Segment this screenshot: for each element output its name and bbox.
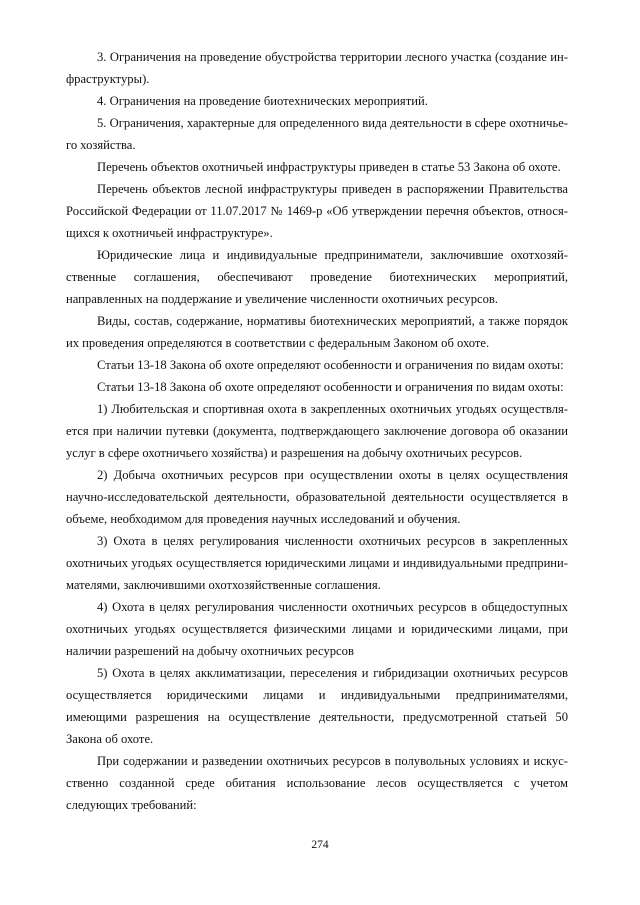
paragraph-hunting-infrastructure: Перечень объектов охотничьей инфраструктуры приведен в статье 53 Закона об охоте.: [97, 160, 561, 174]
paragraph-item-4: 4) Охота в целях регулирования численности охотничьих ресурсов в общедоступных охотничьих угодьях осуществляется физическими лицами и юридическими лицами, при наличии разрешений на добычу охотничьих ресурсов: [66, 600, 568, 658]
paragraph-restriction-3: 3. Ограничения на проведение обустройства территории лесного участка (создание инфраструктуры).: [66, 50, 568, 86]
paragraph-item-1: 1) Любительская и спортивная охота в закрепленных охотничьих угодьях осуществляется при наличии путевки (документа, подтверждающего заключение договора об оказании услуг в сфере охотничьего хозяйства) и разрешения на добычу охотничьих ресурсов.: [66, 402, 568, 460]
paragraph-articles-intro-repeat: Статьи 13-18 Закона об охоте определяют особенности и ограничения по видам охоты:: [97, 380, 564, 394]
paragraph-articles-intro: Статьи 13-18 Закона об охоте определяют особенности и ограничения по видам охоты:: [97, 358, 564, 372]
page-number: 274: [311, 839, 329, 851]
paragraph-item-2: 2) Добыча охотничьих ресурсов при осуществлении охоты в целях осуществления научно-исследовательской деятельности, образовательной деятельности осуществляется в объеме, необходимом для проведения научных исследований и обучения.: [66, 468, 568, 526]
paragraph-legal-entities: Юридические лица и индивидуальные предприниматели, заключившие охотхозяйственные соглашения, обеспечивают проведение биотехнических мероприятий, направленных на поддержание и увеличение численности охотничьих ресурсов.: [66, 248, 568, 306]
paragraph-restriction-5: 5. Ограничения, характерные для определенного вида деятельности в сфере охотничьего хозяйства.: [66, 116, 568, 152]
paragraph-forest-infrastructure: Перечень объектов лесной инфраструктуры приведен в распоряжении Правительства Российской Федерации от 11.07.2017 № 1469-р «Об утверждении перечня объектов, относящихся к охотничьей инфраструктуре».: [66, 182, 568, 240]
document-page: [66, 46, 568, 816]
paragraph-restriction-4: 4. Ограничения на проведение биотехнических мероприятий.: [97, 94, 428, 108]
paragraph-semi-free-conditions: При содержании и разведении охотничьих ресурсов в полувольных условиях и искусственно созданной среде обитания использование лесов осуществляется с учетом следующих требований:: [66, 754, 568, 812]
paragraph-item-5: 5) Охота в целях акклиматизации, переселения и гибридизации охотничьих ресурсов осуществляется юридическими лицами и индивидуальными предпринимателями, имеющими разрешения на осуществление деятельности, предусмотренной статьей 50 Закона об охоте.: [66, 666, 568, 746]
paragraph-item-3: 3) Охота в целях регулирования численности охотничьих ресурсов в закрепленных охотничьих угодьях осуществляется юридическими лицами и индивидуальными предпринимателями, заключившими охотхозяйственные соглашения.: [66, 534, 568, 592]
paragraph-biotechnical-measures: Виды, состав, содержание, нормативы биотехнических мероприятий, а также порядок их проведения определяются в соответствии с федеральным Законом об охоте.: [66, 314, 568, 350]
